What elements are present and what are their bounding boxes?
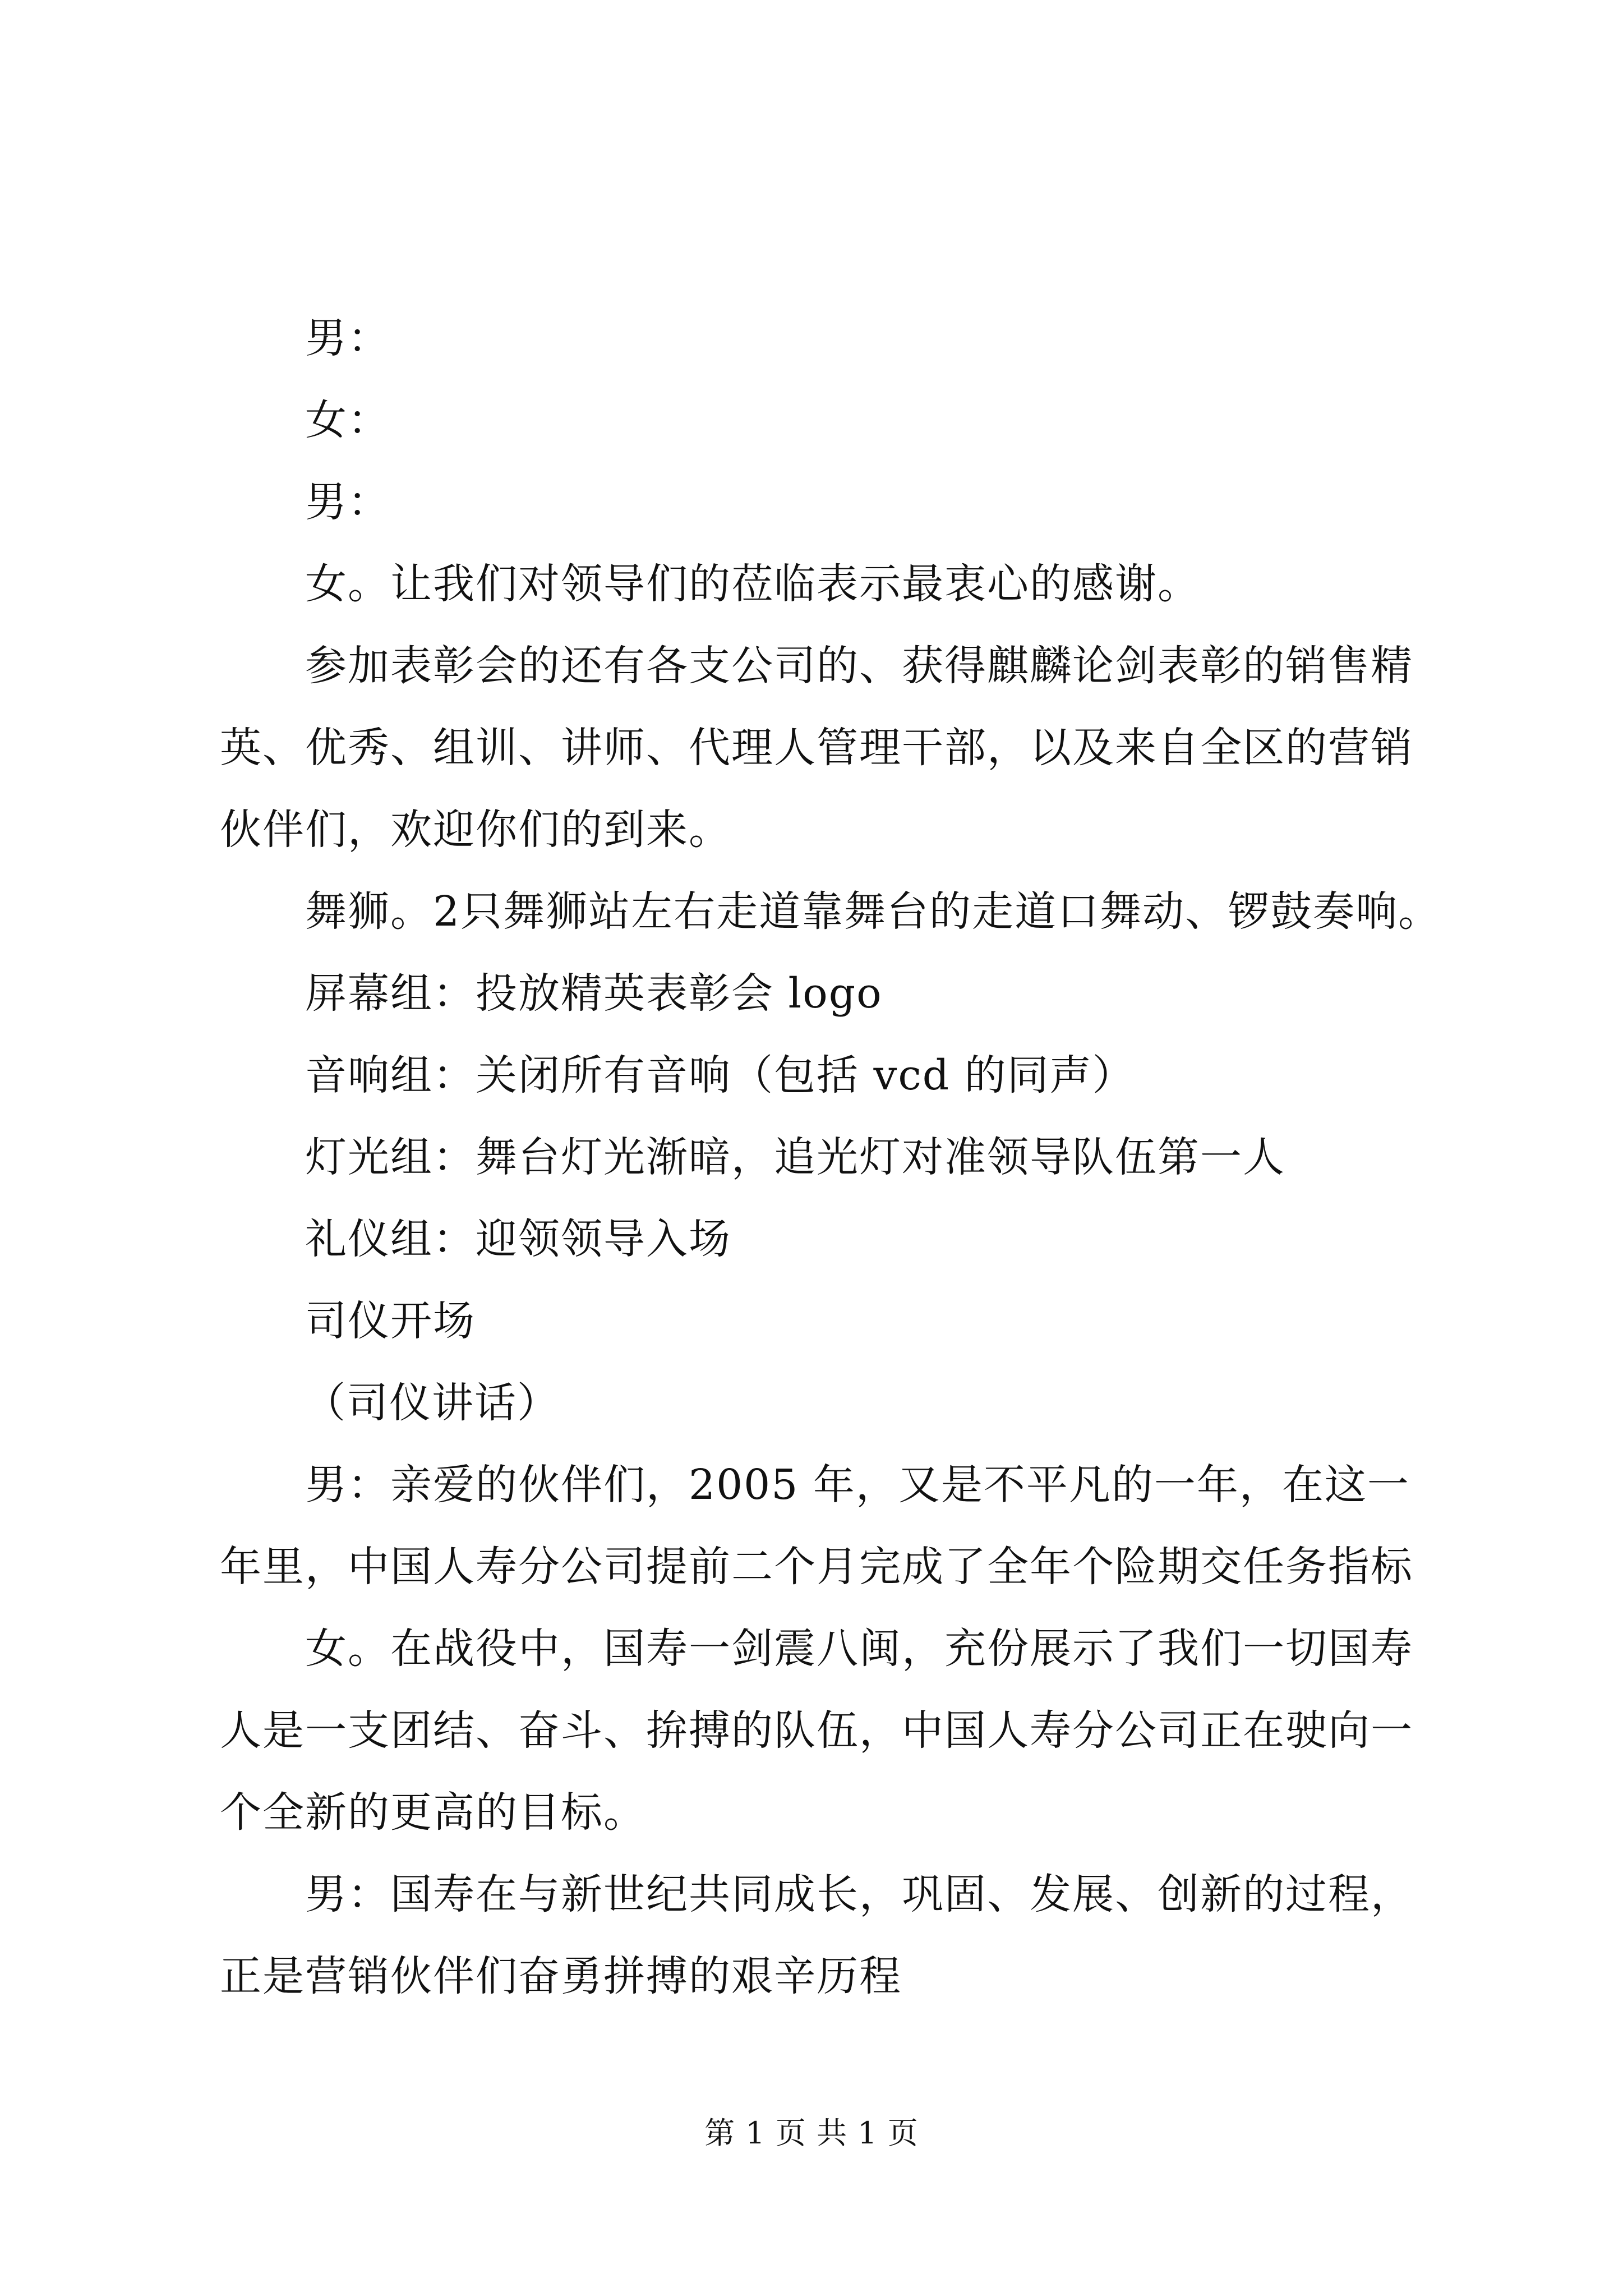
line-male-1: 男： [305, 314, 390, 362]
paragraph-male-2005-line-2: 年里，中国人寿分公司提前二个月完成了全年个险期交任务指标 [220, 1543, 1413, 1591]
paragraph-male-2005-line-1: 男：亲爱的伙伴们，2005 年，又是不平凡的一年，在这一 [305, 1461, 1410, 1509]
line-female-1: 女： [305, 396, 390, 444]
line-male-2: 男： [305, 478, 390, 526]
paragraph-attendees-line-2: 英、优秀、组训、讲师、代理人管理干部，以及来自全区的营销 [220, 724, 1413, 772]
paragraph-female-battle-line-3: 个全新的更高的目标。 [220, 1788, 646, 1837]
document-body [220, 297, 1441, 2017]
line-sound-group: 音响组：关闭所有音响（包括 vcd 的同声） [305, 1051, 1135, 1099]
line-host-opening: 司仪开场 [305, 1297, 476, 1345]
line-host-speech: （司仪讲话） [304, 1379, 560, 1427]
paragraph-female-battle-line-1: 女。在战役中，国寿一剑震八闽，充份展示了我们一切国寿 [305, 1625, 1413, 1673]
page-footer: 第 1 页 共 1 页 [704, 2115, 919, 2151]
line-lion-dance: 舞狮。2只舞狮站左右走道靠舞台的走道口舞动、锣鼓奏响。 [305, 887, 1441, 936]
line-lighting-group: 灯光组：舞台灯光渐暗，追光灯对准领导队伍第一人 [305, 1133, 1285, 1181]
line-etiquette-group: 礼仪组：迎领领导入场 [305, 1215, 731, 1263]
paragraph-female-battle-line-2: 人是一支团结、奋斗、拚搏的队伍，中国人寿分公司正在驶向一 [220, 1706, 1413, 1755]
paragraph-attendees-line-3: 伙伴们，欢迎你们的到来。 [220, 806, 731, 854]
line-female-thanks: 女。让我们对领导们的莅临表示最衷心的感谢。 [305, 560, 1200, 608]
line-screen-group: 屏幕组：投放精英表彰会 logo [305, 969, 883, 1018]
paragraph-attendees-line-1: 参加表彰会的还有各支公司的、获得麒麟论剑表彰的销售精 [305, 642, 1413, 690]
paragraph-male-growth-line-2: 正是营销伙伴们奋勇拼搏的艰辛历程 [220, 1952, 902, 2000]
paragraph-male-growth-line-1: 男：国寿在与新世纪共同成长，巩固、发展、创新的过程， [305, 1870, 1413, 1918]
